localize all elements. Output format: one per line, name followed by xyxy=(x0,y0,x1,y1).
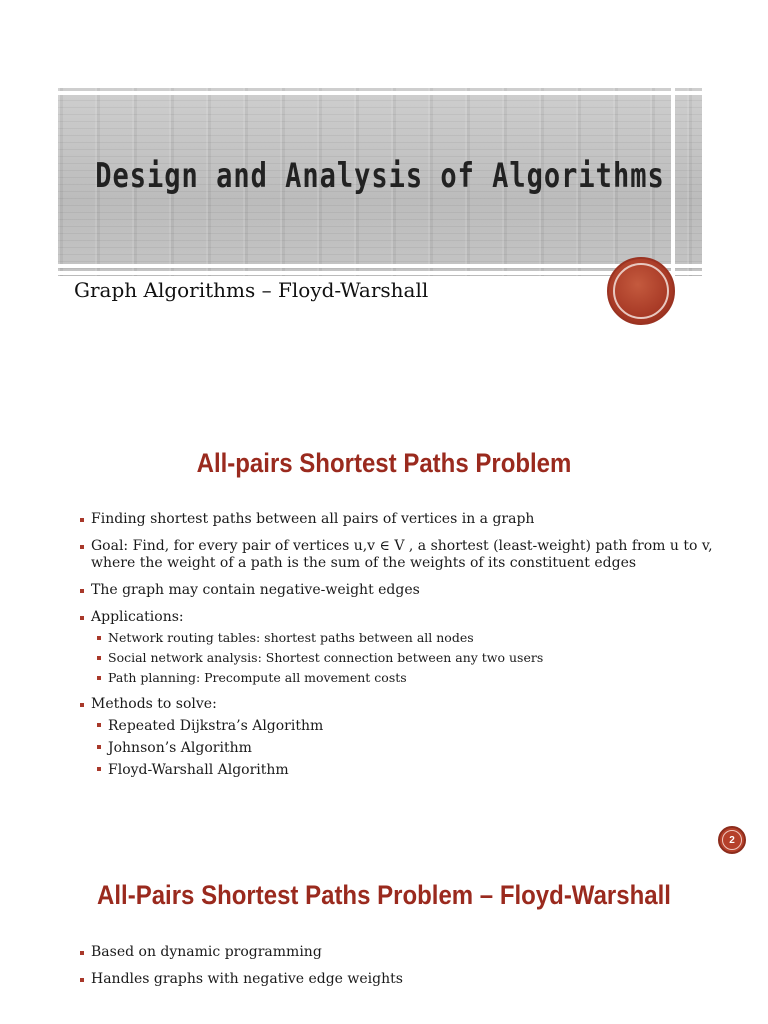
deck-title: Design and Analysis of Algorithms xyxy=(95,157,665,196)
banner-bottom-line-inner xyxy=(58,271,702,275)
decorative-circle-icon xyxy=(607,257,675,325)
bullet-item: Based on dynamic programming xyxy=(80,944,720,961)
applications-list xyxy=(97,630,720,686)
sub-bullet-item: Path planning: Precompute all movement costs xyxy=(97,670,720,686)
sub-bullet-item: Repeated Dijkstra’s Algorithm xyxy=(97,717,720,735)
banner-bottom-line xyxy=(58,264,702,268)
bullet-item: Goal: Find, for every pair of vertices u,v ∈ V , a shortest (least-weight) path from u to v, where the weight of a path is the sum of the weights of its constituent edges xyxy=(80,538,720,572)
bullet-text: Applications: xyxy=(91,609,184,625)
sub-bullet-item: Network routing tables: shortest paths between all nodes xyxy=(97,630,720,646)
bullet-item: The graph may contain negative-weight edges xyxy=(80,582,720,599)
slide3-bullet-list xyxy=(80,944,720,998)
bullet-text: Methods to solve: xyxy=(91,696,217,712)
slide3-heading: All-Pairs Shortest Paths Problem – Floyd-Warshall xyxy=(97,880,671,911)
bullet-item: Finding shortest paths between all pairs of vertices in a graph xyxy=(80,511,720,528)
bullet-item-applications xyxy=(80,609,720,686)
banner-top-line-inner xyxy=(58,91,702,95)
slide2-heading: All-pairs Shortest Paths Problem xyxy=(196,448,572,479)
methods-list xyxy=(97,717,720,779)
banner-top-line xyxy=(58,84,702,88)
sub-bullet-item: Floyd-Warshall Algorithm xyxy=(97,761,720,779)
bullet-item-methods xyxy=(80,696,720,779)
slide2-bullet-list xyxy=(80,511,720,789)
sub-bullet-item: Johnson’s Algorithm xyxy=(97,739,720,757)
sub-bullet-item: Social network analysis: Shortest connection between any two users xyxy=(97,650,720,666)
deck-subtitle: Graph Algorithms – Floyd-Warshall xyxy=(74,278,429,302)
page-number-badge: 2 xyxy=(718,826,746,854)
bullet-item: Handles graphs with negative edge weights xyxy=(80,971,720,988)
